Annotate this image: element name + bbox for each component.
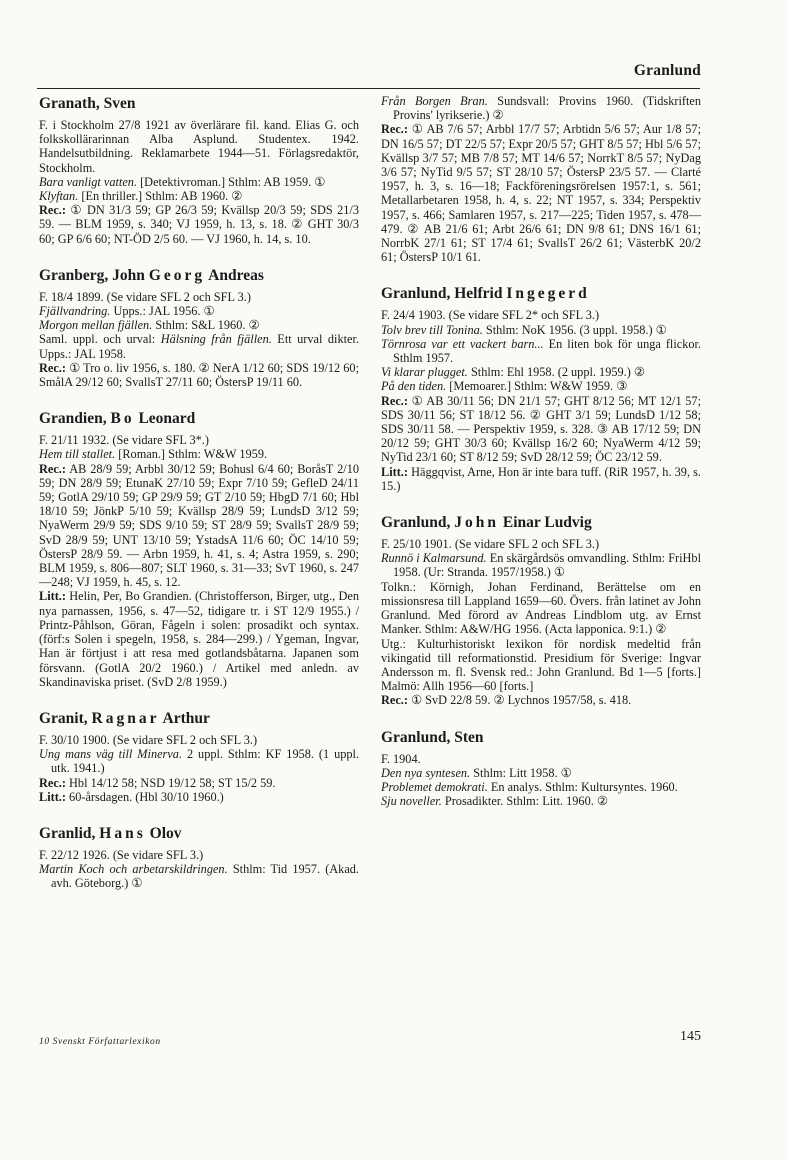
entry-granit (39, 709, 359, 804)
work-item: Hem till stallet. [Roman.] Sthlm: W&W 1959. (39, 447, 268, 462)
work-item: Problemet demokrati. En analys. Sthlm: Kultursyntes. 1960. (381, 779, 678, 794)
entry-bio: F. 24/4 1903. (Se vidare SFL 2* och SFL 3.) (381, 308, 600, 323)
entry-heading: Granath, Sven (39, 95, 136, 112)
work-item: Törnrosa var ett vackert barn... En liten bok för unga flickor. Sthlm 1957. (381, 336, 701, 366)
entry-granlund-sten (381, 728, 701, 809)
work-item: Tolv brev till Tonina. Sthlm: NoK 1956. (3 uppl. 1958.) ① (381, 322, 667, 337)
work-item: Klyftan. [En thriller.] Sthlm: AB 1960. ② (39, 189, 243, 204)
entry-granlid (39, 824, 359, 891)
work-item: Bara vanligt vatten. [Detektivroman.] Sthlm: AB 1959. ① (39, 174, 326, 189)
entry-granlund-helfrid (381, 284, 701, 493)
entry-granlid-continued (381, 94, 701, 264)
work-item: Fjällvandring. Upps.: JAL 1956. ① (39, 304, 215, 319)
work-item: Martin Koch och arbetarskildringen. Sthlm: Tid 1957. (Akad. avh. Göteborg.) ① (39, 862, 359, 891)
entry-heading: Granlund, Sten (381, 728, 484, 746)
entry-heading: Granlund, John Einar Ludvig (381, 514, 592, 532)
header-rule (37, 88, 700, 89)
reviews: Rec.: AB 28/9 59; Arbbl 30/12 59; Bohusl 6/4 60; BoråsT 2/10 59; DN 28/9 59; EtunaK 27/10 59; Expr 7/10 59; GefleD 24/11 59; GotlA 29/10 59; GP 29/9 59; GT 2/10 59; HbgD 7/1 60; Hbl 18/10 59; JönkP 5/10 59; Kvällsp 28/9 59; LundsD 3/12 59; NyaWerm 29/9 59; SDS 9/10 59; ST 28/9 59; SvallsT 28/9 59; SvD 28/9 59; UNT 13/10 59; YstadsA 11/6 60; ÖC 14/10 59; ÖstersP 28/9 59. — Arbn 1959, h. 41, s. 4; Astra 1959, s. 290; BLM 1959, s. 806—807; SLT 1960, s. 31—33; SvT 1960, s. 247—248; VJ 1959, h. 45, s. 12. (39, 461, 359, 590)
page-footer-signature: 10 Svenskt Författarlexikon (39, 1037, 161, 1047)
entry-granlund-john (381, 513, 701, 707)
entry-heading: Granit, Ragnar Arthur (39, 709, 210, 727)
work-item: Runnö i Kalmarsund. En skärgårdsös omvandling. Sthlm: FriHbl 1958. (Ur: Stranda. 1957/1958.) ① (381, 551, 701, 580)
edition: Utg.: Kulturhistoriskt lexikon för nordisk medeltid från vikingatid till reformationstid. Presidium för Sverige: Ingvar Andersson m. fl. Svensk red.: John Granlund. Bd 1—5 [forts.] Malmö: Allh 1956—60 [forts.] (381, 636, 701, 694)
reviews: Rec.: ① AB 7/6 57; Arbbl 17/7 57; Arbtidn 5/6 57; Aur 1/8 57; DN 16/5 57; DT 22/5 57; Expr 20/5 57; GHT 8/5 57; Hbl 5/6 57; Kvällsp 3/7 57; MB 7/8 57; MT 14/6 57; NorrkT 8/5 57; NyDag 3/6 57; NyTid 9/5 57; ST 28/10 57; ÖstersP 23/5 57. — Clarté 1957, h. 3, s. 16—18; Fackföreningsrörelsen 1957:1, s. 561; Metallarbetaren 1958, h. 4, s. 22; NT 1957, s. 334; Perspektiv 1957, s. 466; Samlaren 1957, s. 217—225; Tiden 1957, s. 478—479. ② AB 21/6 61; Arbt 26/6 61; DN 9/8 61; DNS 16/1 61; NorrbK 27/1 61; ST 17/4 61; SvallsT 26/2 61; VästerbK 20/2 61; ÖstersP 10/1 61. (381, 122, 701, 265)
entry-granath-sven (39, 94, 359, 246)
reviews: Rec.: ① DN 31/3 59; GP 26/3 59; Kvällsp 20/3 59; SDS 21/3 59. — BLM 1959, s. 340; VJ 1959, h. 13, s. 18. ② GHT 30/3 60; GP 6/6 60; NT-ÖD 2/5 60. — VJ 1960, h. 14, s. 10. (39, 203, 359, 246)
work-item: Saml. uppl. och urval: Hälsning från fjällen. Ett urval dikter. Upps.: JAL 1958. (39, 332, 359, 361)
work-item: Vi klarar plugget. Sthlm: Ehl 1958. (2 uppl. 1959.) ② (381, 365, 645, 380)
reviews: Rec.: ① Tro o. liv 1956, s. 180. ② NerA 1/12 60; SDS 19/12 60; SmålA 29/12 60; SvallsT 27/11 60; ÖstersP 19/11 60. (39, 360, 359, 390)
entry-bio: F. 18/4 1899. (Se vidare SFL 2 och SFL 3.) (39, 289, 251, 304)
entry-heading: Granlid, Hans Olov (39, 824, 182, 842)
reviews: Rec.: Hbl 14/12 58; NSD 19/12 58; ST 15/2 59. (39, 775, 276, 790)
page-number: 145 (680, 1029, 701, 1044)
entry-grandien (39, 409, 359, 689)
work-item: Morgon mellan fjällen. Sthlm: S&L 1960. ② (39, 318, 260, 333)
running-head: Granlund (633, 62, 701, 79)
entry-heading: Granberg, John Georg Andreas (39, 266, 264, 284)
reviews: Rec.: ① AB 30/11 56; DN 21/1 57; GHT 8/12 56; MT 12/1 57; SDS 30/11 56; ST 18/12 56. ② GHT 3/1 59; LundsD 1/12 58; SDS 30/11 58. — Perspektiv 1959, s. 328. ③ AB 17/12 59; DN 20/12 59; GHT 30/3 60; Kvällsp 16/2 60; NyaWerm 4/12 59; NyTid 23/1 60; ST 8/12 59; SvD 28/12 59; ÖC 23/12 59. (381, 393, 701, 465)
literature: Litt.: Helin, Per, Bo Grandien. (Christofferson, Birger, utg., Den nya parnassen, 1956, s. 47—52, tidigare tr. i ST 12/9 1955.) / Printz-Påhlson, Göran, Fågeln i solen: prosadikt och syntax. (förf:s Solen i spegeln, 1958, s. 284—299.) / Ygeman, Ingvar, Han är förtjust i att resa med gotlandsbåtarna. Japanen som försvann. (GotlA 20/2 1960.) / Artikel med anledn. av Skandinaviska priset. (SvD 2/8 1959.) (39, 589, 359, 689)
work-item: På den tiden. [Memoarer.] Sthlm: W&W 1959. ③ (381, 379, 628, 394)
entry-granberg (39, 266, 359, 389)
work-item: Från Borgen Bran. Sundsvall: Provins 1960. (Tidskriften Provins' lyrikserie.) ② (381, 94, 701, 123)
entry-bio: F. 22/12 1926. (Se vidare SFL 3.) (39, 847, 204, 862)
translation: Tolkn.: Körnigh, Johan Ferdinand, Berättelse om en missionsresa till Lappland 1659—60. Övers. från latinet av John Granlund. Med förord av Andreas Lindblom utg. av Ernst Manker. Sthlm: A&W/HG 1956. (Acta lapponica. 9:1.) ② (381, 579, 701, 637)
entry-heading: Grandien, Bo Leonard (39, 410, 196, 428)
work-item: Ung mans väg till Minerva. 2 uppl. Sthlm: KF 1958. (1 uppl. utk. 1941.) (39, 747, 359, 776)
entry-bio: F. 30/10 1900. (Se vidare SFL 2 och SFL 3.) (39, 732, 258, 747)
literature: Litt.: 60-årsdagen. (Hbl 30/10 1960.) (39, 789, 224, 804)
entry-bio: F. 1904. (381, 751, 421, 766)
right-column (381, 94, 701, 828)
work-item: Sju noveller. Prosadikter. Sthlm: Litt. 1960. ② (381, 794, 608, 809)
reviews: Rec.: ① SvD 22/8 59. ② Lychnos 1957/58, s. 418. (381, 693, 632, 708)
left-column (39, 94, 359, 911)
literature: Litt.: Häggqvist, Arne, Hon är inte bara tuff. (RiR 1957, h. 39, s. 15.) (381, 464, 701, 493)
entry-bio: F. 21/11 1932. (Se vidare SFL 3*.) (39, 433, 209, 448)
entry-bio: F. i Stockholm 27/8 1921 av överlärare fil. kand. Elias G. och folkskollärarinnan Alba Asplund. Studentex. 1942. Handelsutbildning. Reklamarbete 1944—51. Förlagsredaktör, Stockholm. (39, 118, 359, 175)
entry-heading: Granlund, Helfrid Ingegerd (381, 285, 590, 303)
work-item: Den nya syntesen. Sthlm: Litt 1958. ① (381, 765, 572, 780)
entry-bio: F. 25/10 1901. (Se vidare SFL 2 och SFL 3.) (381, 537, 600, 552)
